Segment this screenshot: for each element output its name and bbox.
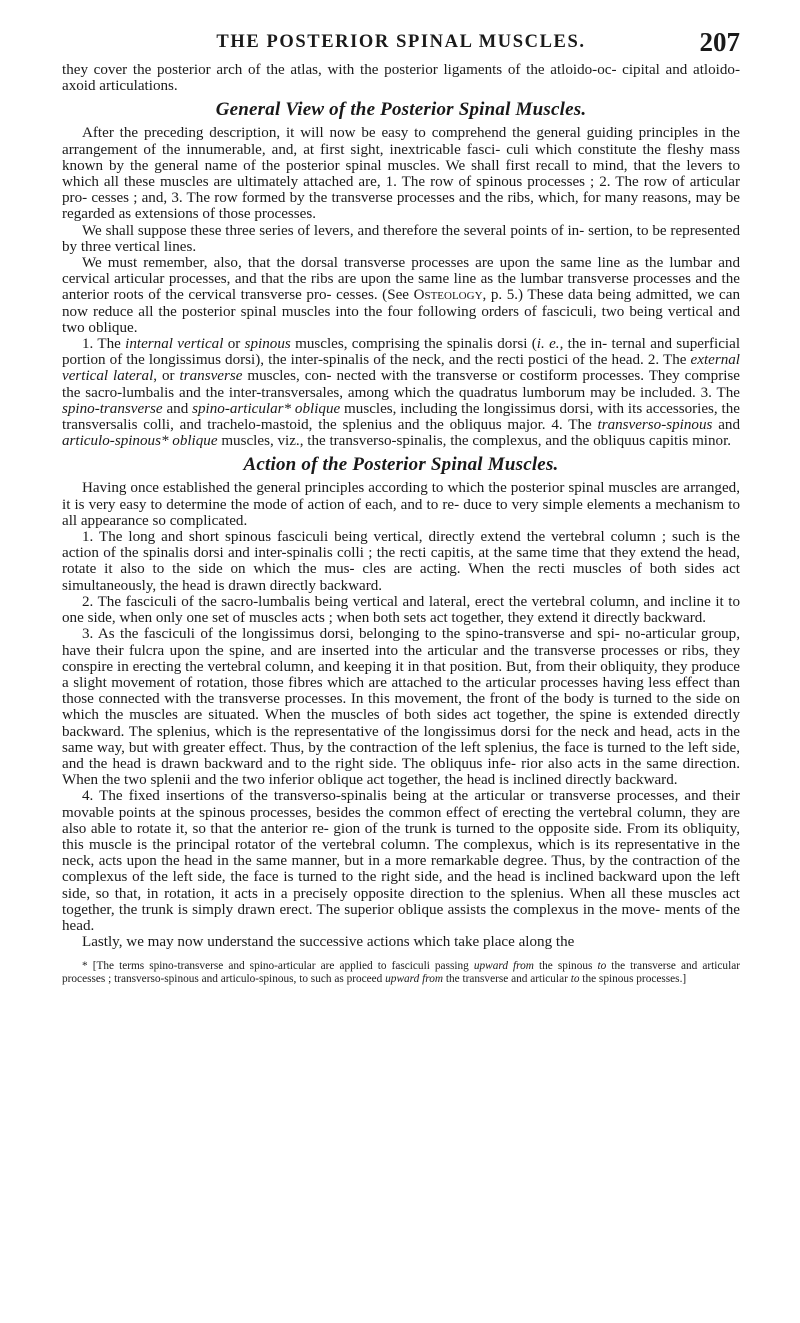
italic-term: internal vertical: [125, 336, 224, 353]
text-run: the spinous processes.]: [579, 973, 687, 986]
text-run: and: [712, 417, 740, 434]
paragraph: We shall suppose these three series of levers, and therefore the several points of in- sertion, to be represented by three vertical lines.: [62, 222, 740, 255]
paragraph: After the preceding description, it will now be easy to comprehend the general guiding principles in the arrangement of the innumerable, and, at first sight, inextricable fasci- culi which constitute the fleshy mass known by the general name of the posterior spinal muscles. We shall first recall to mind, that the levers to which all these muscles are ultimately attached are, 1. The row of spinous processes ; 2. The row of articular pro- cesses ; and, 3. The row formed by the transverse processes and the ribs, which, for many reasons, may be regarded as extensions of those processes.: [62, 125, 740, 223]
text-run: or: [223, 336, 245, 353]
italic-term: upward from: [385, 973, 444, 986]
italic-term: transverse: [179, 368, 243, 385]
paragraph: 1. The long and short spinous fasciculi being vertical, directly extend the vertebral column ; such is the action of the spinalis dorsi and inter-spinalis colli ; the recti capitis, at the same time that they extend the head, rotate it also to the side on which the mus- cles are acting. When the recti muscles of both sides act simultaneously, the head is drawn directly backward.: [62, 529, 740, 594]
footnote: [62, 960, 740, 986]
footnote-text: [62, 960, 740, 986]
running-title: THE POSTERIOR SPINAL MUSCLES.: [216, 32, 586, 52]
paragraph: 4. The fixed insertions of the transverso-spinalis being at the articular or transverse processes, and their movable points at the spinous processes, besides the common effect of erecting the vertebral column, they are also able to rotate it, so that the anterior re- gion of the trunk is turned to the opposite side. From its obliquity, this muscle is the principal rotator of the vertebral column. The complexus, which is its representative in the neck, acts upon the head in the same manner, but in a more remarkable degree. Thus, by the contraction of the complexus of the left side, the face is turned to the right side, and the head is inclined backward upon the left side, so that, in rotation, it acts in a precisely opposite direction to the splenius. When all these muscles act together, the trunk is simply drawn erect. The superior oblique assists the complexus in the move- ments of the head.: [62, 788, 740, 934]
italic-term: i. e.: [536, 336, 560, 353]
text-run: muscles, con- nected with the transverse or costiform processes. They comprise the sacro-lumbalis and the inter-transversales, among which the quadratus lumborum may be included. 3. The: [62, 368, 740, 401]
paragraph: Having once established the general principles according to which the posterior spinal muscles are arranged, it is very easy to determine the mode of action of each, and to re- duce to very simple elements a mechanism to all appearance so complicated.: [62, 480, 740, 529]
text-run: * [The terms spino-transverse and spino-articular are applied to fasciculi passing: [82, 960, 474, 973]
running-head: [62, 22, 740, 62]
text-run: the transverse and articular: [443, 973, 571, 986]
text-run: muscles, comprising the spinalis dorsi (: [290, 336, 537, 353]
italic-term: external vertical lateral: [62, 352, 740, 385]
italic-term: to: [597, 960, 607, 973]
italic-term: to: [570, 973, 580, 986]
section-heading-action: Action of the Posterior Spinal Muscles.: [243, 454, 559, 476]
paragraph: 2. The fasciculi of the sacro-lumbalis being vertical and lateral, erect the vertebral column, and incline it to one side, when only one set of muscles acts ; when both sets act together, they extend it directly backward.: [62, 593, 740, 627]
text-run: , the in- ternal and superficial portion of the longissimus dorsi), the inter-spinalis of the neck, and the recti postici of the head. 2. The: [62, 336, 741, 369]
italic-term: upward from: [473, 960, 534, 973]
text-run: the transverse and articular processes ; transverso-spinous and articulo-spinous, to such as proceed: [62, 960, 740, 986]
text-run: 1. The: [82, 336, 126, 353]
text-run: and: [162, 400, 193, 417]
cross-reference: Osteology: [413, 287, 483, 304]
italic-term: articulo-spinous* oblique: [62, 433, 218, 450]
intro-paragraph: they cover the posterior arch of the atlas, with the posterior ligaments of the atloido-oc- cipital and atloido-axoid articulations.: [62, 62, 740, 95]
italic-term: transverso-spinous: [597, 417, 713, 434]
italic-term: spinous: [244, 336, 291, 353]
text-run: muscles, including the longissimus dorsi, with its accessories, the transversalis colli, and trachelo-mastoid, the splenius and the obliquus major. 4. The: [62, 400, 740, 434]
paragraph: [62, 255, 740, 336]
italic-term: spino-articular* oblique: [192, 400, 341, 417]
text-run: , or: [153, 368, 180, 385]
paragraph: 3. As the fasciculi of the longissimus dorsi, belonging to the spino-transverse and spi- no-articular group, have their fulcra upon the spine, and are inserted into the articular and the transverse processes or ribs, they conspire in erecting the vertebral column, and keeping it in that position. But, from their obliquity, they produce a slight movement of rotation, those fibres which are attached to the articular processes having less effect than those connected with the transverse processes. In this movement, the front of the body is turned to the side on which the muscles are situated. When the muscles of both sides act together, the spine is extended directly backward. The splenius, which is the representative of the longissimus dorsi for the neck and head, acts in the same way, but with greater effect. Thus, by the contraction of the left splenius, the face is turned to the left side, and the head is drawn backward and to the right side. The obliquus infe- rior also acts in the same direction. When the two splenii and the two inferior oblique act together, the head is inclined directly backward.: [62, 626, 740, 789]
text-run: , p. 5.) These data being admitted, we can now reduce all the posterior spinal muscles into the four following orders of fasciculi, two being vertical and two oblique.: [62, 287, 740, 336]
text-run: muscles, viz., the transverso-spinalis, the complexus, and the obliquus capitis minor.: [217, 433, 732, 450]
text-run: the spinous: [533, 960, 598, 973]
body-text: [62, 62, 740, 950]
paragraph: [62, 336, 740, 449]
section-heading-general-view: General View of the Posterior Spinal Muscles.: [215, 99, 587, 121]
page-number: 207: [699, 27, 740, 57]
italic-term: spino-transverse: [62, 400, 163, 417]
text-run: We must remember, also, that the dorsal transverse processes are upon the same line as the lumbar and cervical articular processes, and that the ribs are upon the same line as the lumbar transverse processes and the anterior roots of the cervical transverse pro- cesses. (See: [62, 255, 740, 304]
paragraph: Lastly, we may now understand the successive actions which take place along the: [82, 934, 575, 951]
